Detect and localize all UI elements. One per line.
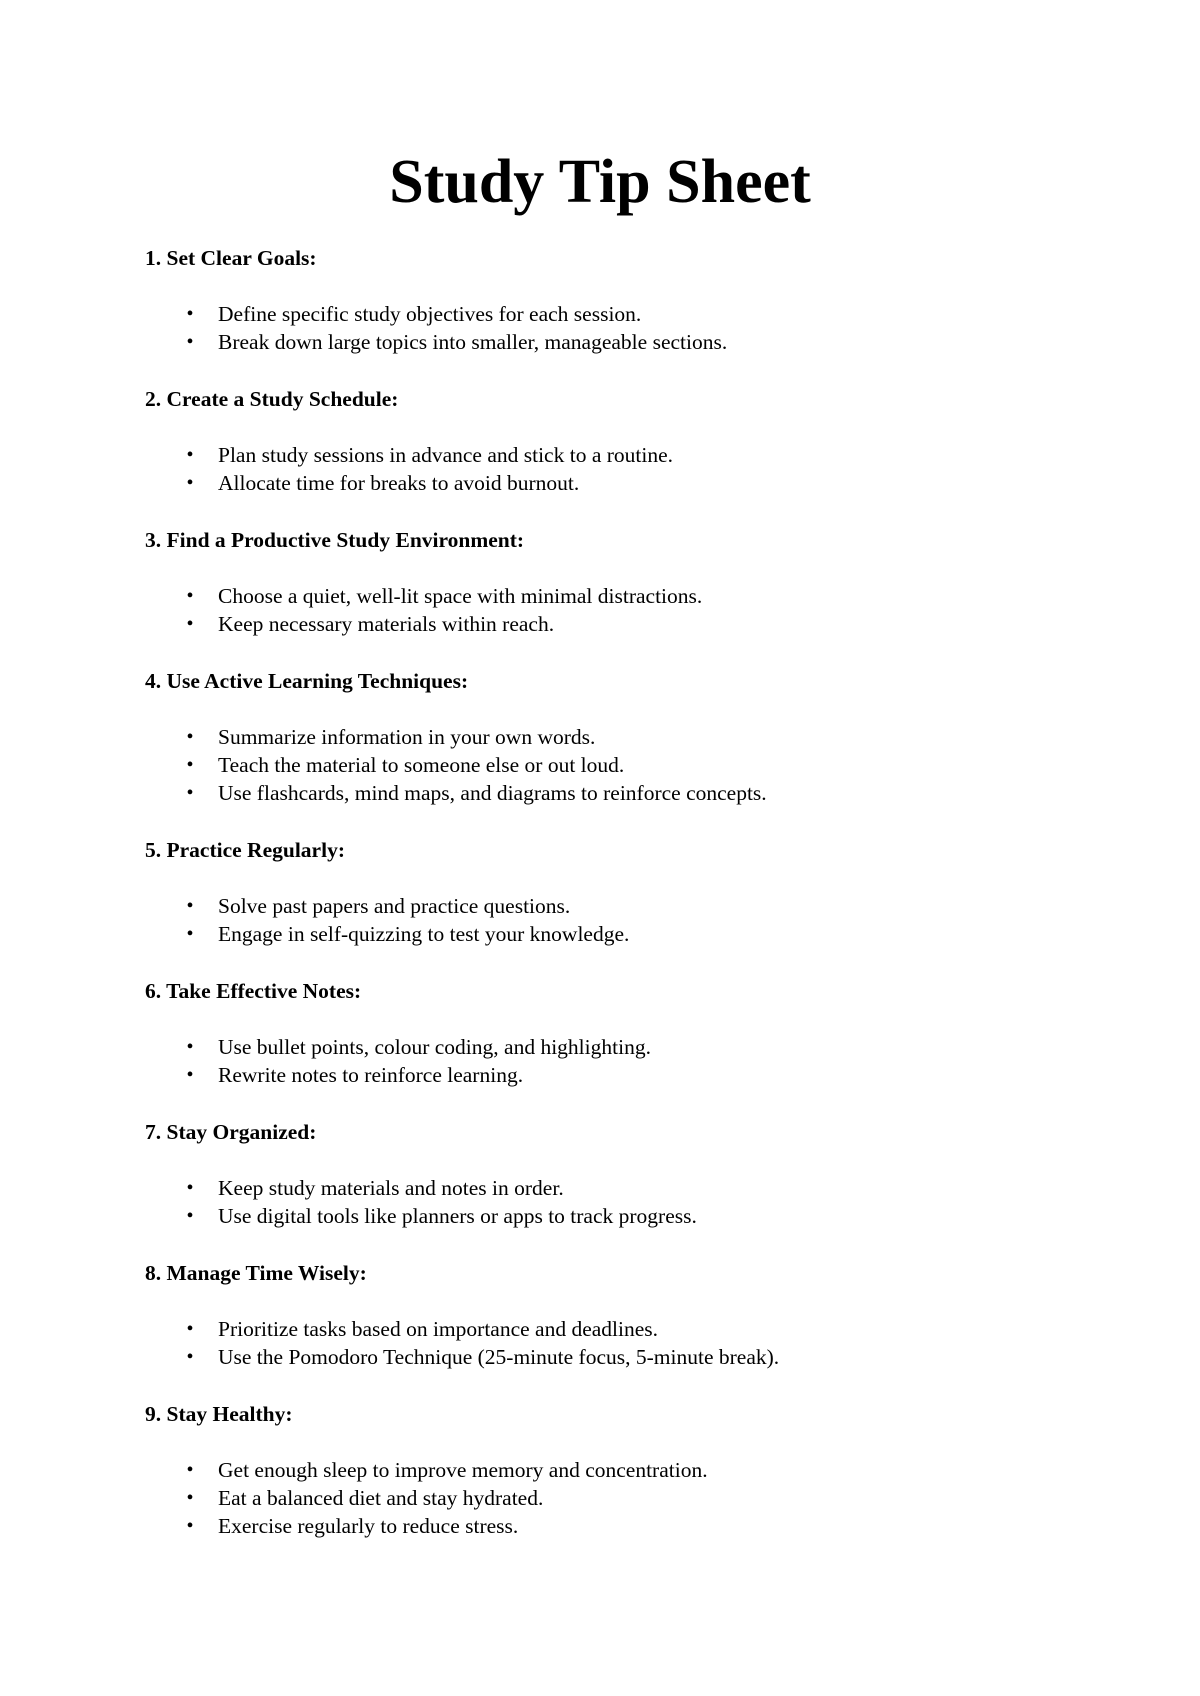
list-item [145,441,1145,469]
list-item [145,1033,1145,1061]
tip-section [145,1118,1145,1230]
section-heading: 7. Stay Organized: [145,1120,317,1144]
list-item [145,1512,1145,1540]
list-item [145,469,1145,497]
bullet-icon: • [186,1205,194,1227]
bullet-icon: • [186,895,194,917]
list-item-text: Use flashcards, mind maps, and diagrams to reinforce concepts. [218,781,767,805]
bullet-icon: • [186,923,194,945]
list-item-text: Rewrite notes to reinforce learning. [218,1063,524,1087]
list-item [145,1202,1145,1230]
bullet-icon: • [186,754,194,776]
list-item [145,892,1145,920]
list-item-text: Allocate time for breaks to avoid burnout. [218,471,580,495]
list-item-text: Keep necessary materials within reach. [218,612,555,636]
bullet-list [145,892,1145,948]
tip-section [145,1400,1145,1540]
bullet-list [145,723,1145,807]
list-item [145,1484,1145,1512]
section-heading: 6. Take Effective Notes: [145,979,362,1003]
section-heading: 3. Find a Productive Study Environment: [145,528,525,552]
list-item-text: Exercise regularly to reduce stress. [218,1514,519,1538]
list-item-text: Eat a balanced diet and stay hydrated. [218,1486,544,1510]
section-heading: 4. Use Active Learning Techniques: [145,669,469,693]
tip-section [145,385,1145,497]
list-item-text: Solve past papers and practice questions. [218,894,571,918]
list-item [145,779,1145,807]
list-item [145,582,1145,610]
list-item [145,1456,1145,1484]
list-item-text: Engage in self-quizzing to test your knowledge. [218,922,630,946]
tip-section [145,244,1145,356]
bullet-icon: • [186,303,194,325]
list-item [145,1174,1145,1202]
tip-section [145,1259,1145,1371]
list-item-text: Prioritize tasks based on importance and deadlines. [218,1317,659,1341]
list-item-text: Use digital tools like planners or apps to track progress. [218,1204,697,1228]
list-item-text: Define specific study objectives for each session. [218,302,642,326]
bullet-icon: • [186,1487,194,1509]
list-item [145,328,1145,356]
list-item [145,300,1145,328]
list-item [145,1315,1145,1343]
list-item [145,1343,1145,1371]
tip-section [145,836,1145,948]
bullet-icon: • [186,1459,194,1481]
list-item [145,920,1145,948]
tip-section [145,667,1145,807]
bullet-list [145,1315,1145,1371]
list-item [145,751,1145,779]
list-item [145,1061,1145,1089]
bullet-list [145,300,1145,356]
bullet-icon: • [186,331,194,353]
section-heading: 9. Stay Healthy: [145,1402,293,1426]
bullet-list [145,582,1145,638]
list-item-text: Use bullet points, colour coding, and highlighting. [218,1035,651,1059]
page-title: Study Tip Sheet [389,148,811,216]
bullet-list [145,1174,1145,1230]
bullet-icon: • [186,1064,194,1086]
list-item-text: Get enough sleep to improve memory and concentration. [218,1458,708,1482]
bullet-icon: • [186,585,194,607]
bullet-list [145,1033,1145,1089]
section-heading: 1. Set Clear Goals: [145,246,317,270]
list-item-text: Summarize information in your own words. [218,725,596,749]
bullet-icon: • [186,1346,194,1368]
bullet-icon: • [186,1036,194,1058]
bullet-icon: • [186,1515,194,1537]
list-item [145,610,1145,638]
bullet-icon: • [186,726,194,748]
bullet-icon: • [186,782,194,804]
tip-sections [145,244,1145,1569]
tip-section [145,526,1145,638]
list-item-text: Break down large topics into smaller, manageable sections. [218,330,728,354]
bullet-icon: • [186,472,194,494]
section-heading: 8. Manage Time Wisely: [145,1261,367,1285]
bullet-list [145,1456,1145,1540]
bullet-icon: • [186,613,194,635]
list-item [145,723,1145,751]
bullet-list [145,441,1145,497]
section-heading: 5. Practice Regularly: [145,838,345,862]
section-heading: 2. Create a Study Schedule: [145,387,399,411]
list-item-text: Use the Pomodoro Technique (25-minute focus, 5-minute break). [218,1345,780,1369]
bullet-icon: • [186,1177,194,1199]
list-item-text: Choose a quiet, well-lit space with minimal distractions. [218,584,703,608]
list-item-text: Teach the material to someone else or out loud. [218,753,625,777]
bullet-icon: • [186,1318,194,1340]
list-item-text: Plan study sessions in advance and stick to a routine. [218,443,674,467]
tip-section [145,977,1145,1089]
list-item-text: Keep study materials and notes in order. [218,1176,564,1200]
bullet-icon: • [186,444,194,466]
